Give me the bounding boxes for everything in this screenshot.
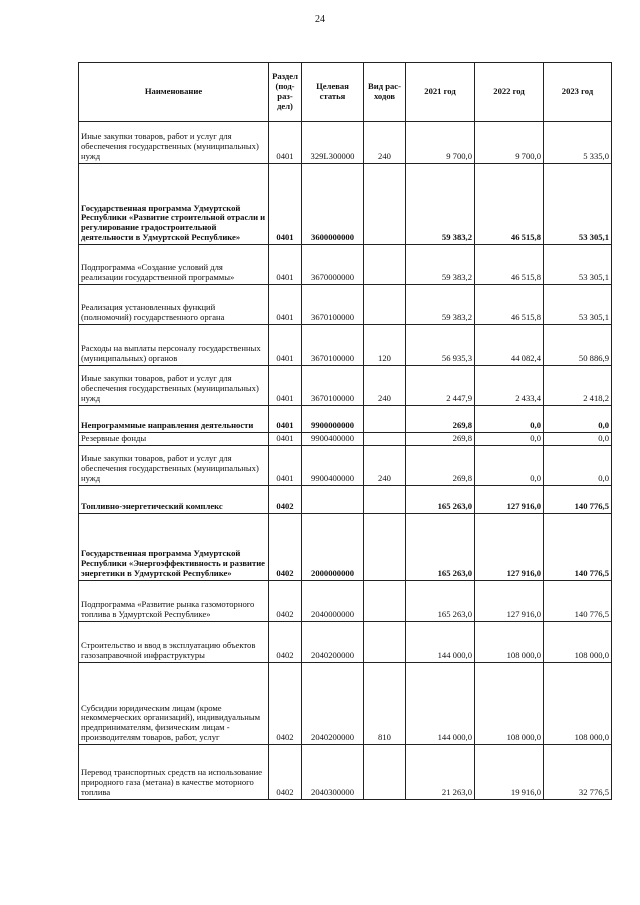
row-name: Топливно-энергетический комплекс <box>79 486 269 514</box>
row-name: Субсидии юридическим лицам (кроме некоммерческих организаций), индивидуальным предпринимателям, физическим лицам - производителям товаров, работ, услуг <box>79 663 269 745</box>
row-2021: 269,8 <box>406 406 475 433</box>
row-razdel: 0401 <box>269 433 302 446</box>
row-2022: 46 515,8 <box>475 245 544 285</box>
table-row <box>79 366 612 406</box>
row-target: 2000000000 <box>302 514 364 581</box>
row-2023: 0,0 <box>544 446 612 486</box>
page-number: 24 <box>315 14 325 25</box>
row-name: Иные закупки товаров, работ и услуг для обеспечения государственных (муниципальных) нужд <box>79 446 269 486</box>
row-2023: 5 335,0 <box>544 122 612 164</box>
row-target: 3670100000 <box>302 325 364 366</box>
row-razdel: 0401 <box>269 406 302 433</box>
row-2021: 165 263,0 <box>406 486 475 514</box>
row-name: Расходы на выплаты персоналу государственных (муниципальных) органов <box>79 325 269 366</box>
row-2021: 9 700,0 <box>406 122 475 164</box>
table-row <box>79 486 612 514</box>
col-header-2022: 2022 год <box>475 63 544 122</box>
col-header-2021: 2021 год <box>406 63 475 122</box>
row-2022: 2 433,4 <box>475 366 544 406</box>
row-2022: 127 916,0 <box>475 581 544 622</box>
row-name: Иные закупки товаров, работ и услуг для обеспечения государственных (муниципальных) нужд <box>79 366 269 406</box>
row-vid <box>364 433 406 446</box>
row-target: 3670100000 <box>302 285 364 325</box>
row-target: 2040300000 <box>302 745 364 800</box>
table-row <box>79 164 612 245</box>
row-name: Строительство и ввод в эксплуатацию объектов газозаправочной инфраструктуры <box>79 622 269 663</box>
row-2021: 59 383,2 <box>406 285 475 325</box>
row-2021: 59 383,2 <box>406 245 475 285</box>
row-name: Непрограммные направления деятельности <box>79 406 269 433</box>
row-razdel: 0402 <box>269 745 302 800</box>
table-row <box>79 446 612 486</box>
table-row <box>79 122 612 164</box>
row-razdel: 0401 <box>269 122 302 164</box>
table-row <box>79 245 612 285</box>
row-vid <box>364 164 406 245</box>
row-2023: 0,0 <box>544 433 612 446</box>
row-2022: 46 515,8 <box>475 285 544 325</box>
row-2022: 44 082,4 <box>475 325 544 366</box>
row-vid: 120 <box>364 325 406 366</box>
row-target <box>302 486 364 514</box>
table-row <box>79 406 612 433</box>
table-row <box>79 622 612 663</box>
row-razdel: 0401 <box>269 366 302 406</box>
row-vid <box>364 622 406 663</box>
col-header-vid: Вид рас- ходов <box>364 63 406 122</box>
row-vid: 240 <box>364 122 406 164</box>
row-target: 9900400000 <box>302 433 364 446</box>
row-2021: 56 935,3 <box>406 325 475 366</box>
row-vid <box>364 514 406 581</box>
row-razdel: 0402 <box>269 622 302 663</box>
row-2021: 144 000,0 <box>406 622 475 663</box>
row-razdel: 0402 <box>269 514 302 581</box>
row-2021: 2 447,9 <box>406 366 475 406</box>
row-name: Подпрограмма «Создание условий для реализации государственной программы» <box>79 245 269 285</box>
table-row <box>79 663 612 745</box>
row-target: 2040200000 <box>302 663 364 745</box>
row-2023: 32 776,5 <box>544 745 612 800</box>
row-2022: 0,0 <box>475 433 544 446</box>
row-2021: 59 383,2 <box>406 164 475 245</box>
row-2022: 19 916,0 <box>475 745 544 800</box>
row-razdel: 0401 <box>269 325 302 366</box>
row-name: Перевод транспортных средств на использование природного газа (метана) в качестве моторного топлива <box>79 745 269 800</box>
row-target: 9900000000 <box>302 406 364 433</box>
row-razdel: 0402 <box>269 663 302 745</box>
row-vid <box>364 745 406 800</box>
row-vid: 240 <box>364 446 406 486</box>
col-header-name: Наименование <box>79 63 269 122</box>
row-2022: 127 916,0 <box>475 514 544 581</box>
row-vid <box>364 486 406 514</box>
row-name: Реализация установленных функций (полномочий) государственного органа <box>79 285 269 325</box>
budget-table <box>78 62 612 800</box>
table-row <box>79 581 612 622</box>
row-razdel: 0401 <box>269 285 302 325</box>
table-row <box>79 745 612 800</box>
table-row <box>79 514 612 581</box>
table-row <box>79 285 612 325</box>
row-2023: 108 000,0 <box>544 622 612 663</box>
row-razdel: 0402 <box>269 581 302 622</box>
row-2023: 140 776,5 <box>544 514 612 581</box>
row-razdel: 0401 <box>269 245 302 285</box>
row-target: 3670000000 <box>302 245 364 285</box>
col-header-razdel: Раздел (под- раз- дел) <box>269 63 302 122</box>
row-2022: 127 916,0 <box>475 486 544 514</box>
row-vid: 240 <box>364 366 406 406</box>
row-2023: 2 418,2 <box>544 366 612 406</box>
row-name: Государственная программа Удмуртской Республики «Развитие строительной отрасли и регулирование градостроительной деятельности в Удмуртской Республике» <box>79 164 269 245</box>
row-2022: 0,0 <box>475 446 544 486</box>
row-2022: 108 000,0 <box>475 663 544 745</box>
row-2022: 108 000,0 <box>475 622 544 663</box>
row-2023: 140 776,5 <box>544 581 612 622</box>
row-target: 2040200000 <box>302 622 364 663</box>
row-name: Иные закупки товаров, работ и услуг для обеспечения государственных (муниципальных) нужд <box>79 122 269 164</box>
row-razdel: 0401 <box>269 164 302 245</box>
row-name: Подпрограмма «Развитие рынка газомоторного топлива в Удмуртской Республике» <box>79 581 269 622</box>
table-row <box>79 433 612 446</box>
row-2021: 165 263,0 <box>406 581 475 622</box>
row-2023: 53 305,1 <box>544 285 612 325</box>
row-2021: 269,8 <box>406 446 475 486</box>
row-vid <box>364 285 406 325</box>
row-2023: 140 776,5 <box>544 486 612 514</box>
row-2021: 269,8 <box>406 433 475 446</box>
row-vid <box>364 245 406 285</box>
col-header-target: Целевая статья <box>302 63 364 122</box>
row-name: Резервные фонды <box>79 433 269 446</box>
row-razdel: 0402 <box>269 486 302 514</box>
row-2022: 0,0 <box>475 406 544 433</box>
row-2021: 144 000,0 <box>406 663 475 745</box>
table-row <box>79 325 612 366</box>
table-header-row <box>79 63 612 122</box>
row-2023: 53 305,1 <box>544 164 612 245</box>
col-header-2023: 2023 год <box>544 63 612 122</box>
row-target: 3670100000 <box>302 366 364 406</box>
row-vid <box>364 581 406 622</box>
row-2023: 0,0 <box>544 406 612 433</box>
row-2023: 53 305,1 <box>544 245 612 285</box>
row-razdel: 0401 <box>269 446 302 486</box>
row-name: Государственная программа Удмуртской Республики «Энергоэффективность и развитие энергетики в Удмуртской Республике» <box>79 514 269 581</box>
row-target: 329L300000 <box>302 122 364 164</box>
row-2021: 21 263,0 <box>406 745 475 800</box>
row-2022: 46 515,8 <box>475 164 544 245</box>
row-2021: 165 263,0 <box>406 514 475 581</box>
row-2023: 108 000,0 <box>544 663 612 745</box>
row-2022: 9 700,0 <box>475 122 544 164</box>
row-vid: 810 <box>364 663 406 745</box>
row-2023: 50 886,9 <box>544 325 612 366</box>
row-target: 2040000000 <box>302 581 364 622</box>
row-target: 3600000000 <box>302 164 364 245</box>
row-target: 9900400000 <box>302 446 364 486</box>
row-vid <box>364 406 406 433</box>
